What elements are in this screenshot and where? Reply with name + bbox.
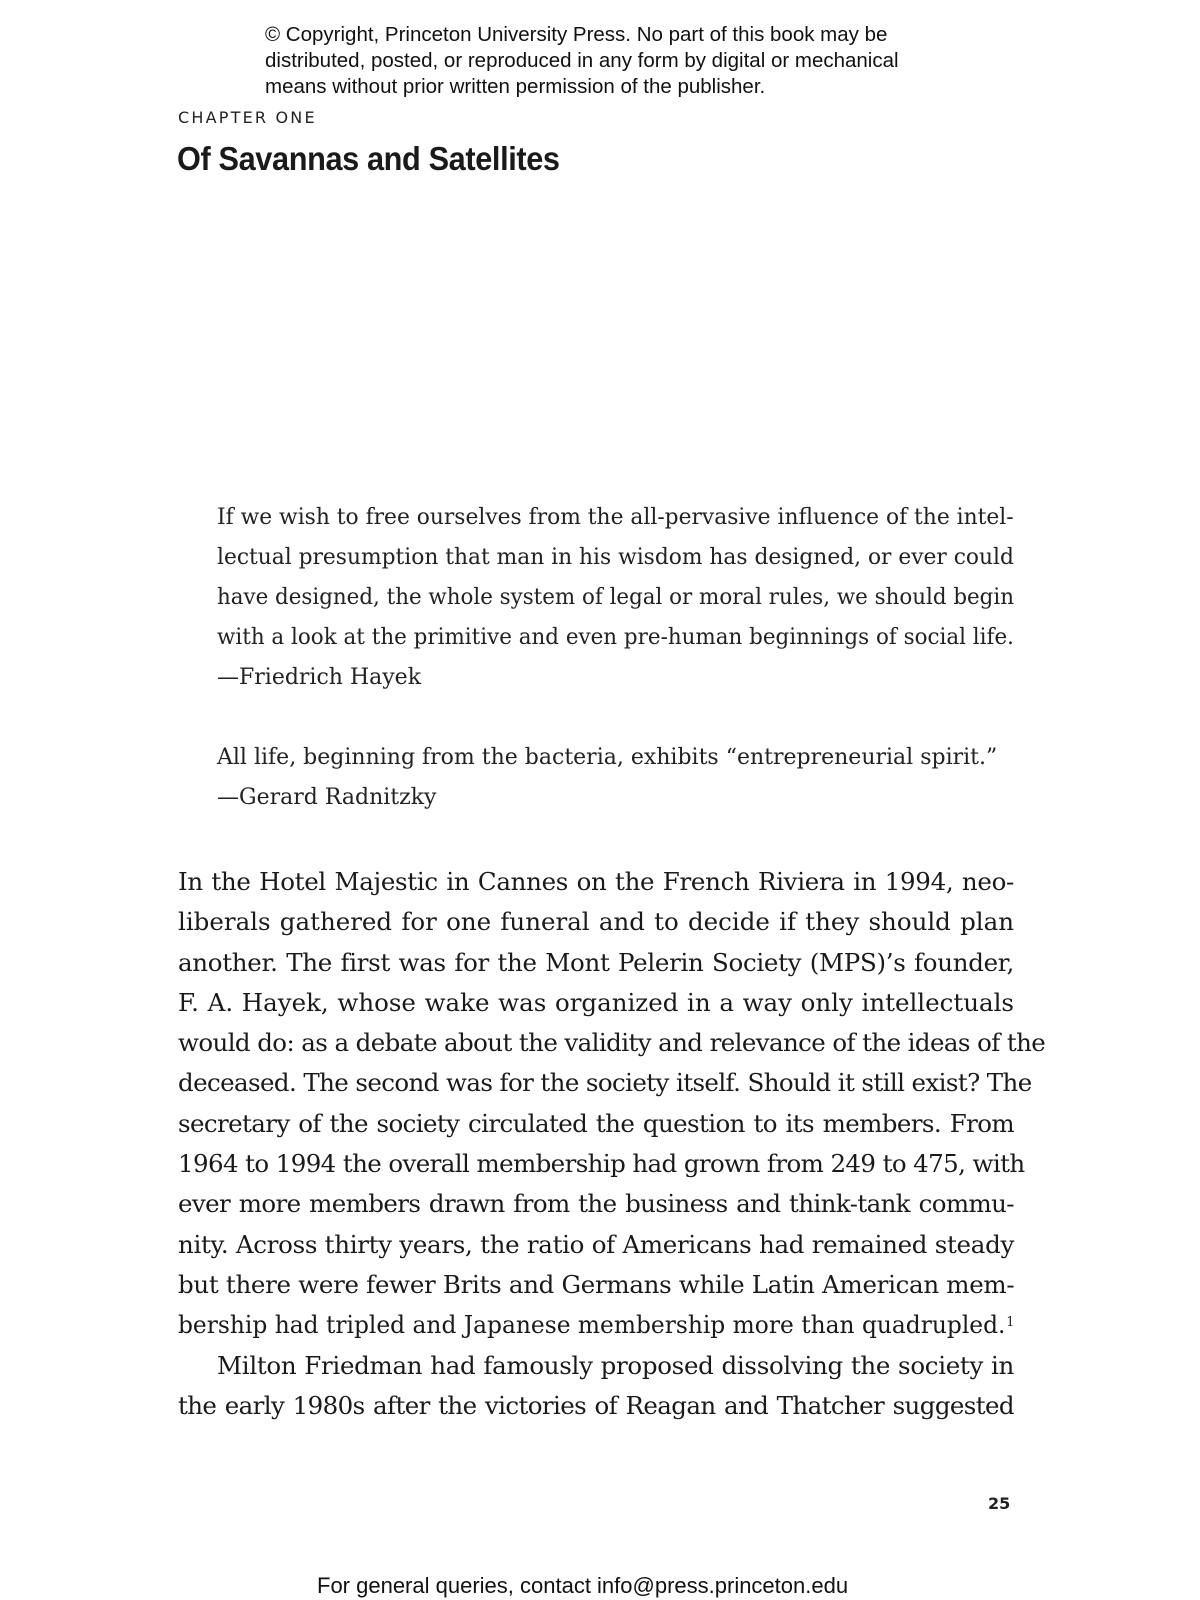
- epigraph-hayek: [217, 498, 1014, 698]
- body-text: [178, 862, 1046, 1426]
- body-line: nity. Across thirty years, the ratio of Americans had remained steady: [178, 1229, 1014, 1259]
- body-line: Milton Friedman had famously proposed dissolving the society in: [217, 1350, 1014, 1380]
- last-line-content: [178, 1305, 1014, 1345]
- chapter-title: Of Savannas and Satellites: [177, 140, 560, 177]
- body-line: the early 1980s after the victories of Reagan and Thatcher suggested: [178, 1390, 1014, 1420]
- copyright-line: distributed, posted, or reproduced in any form by digital or mechanical: [265, 49, 899, 72]
- footer-contact: For general queries, contact info@press.princeton.edu: [317, 1573, 849, 1598]
- body-line: would do: as a debate about the validity and relevance of the ideas of the: [178, 1028, 1046, 1058]
- body-line: 1964 to 1994 the overall membership had grown from 249 to 475, with: [178, 1149, 1025, 1179]
- epigraph-attribution: —Friedrich Hayek: [217, 665, 422, 690]
- body-line: secretary of the society circulated the question to its members. From: [178, 1108, 1014, 1138]
- body-line: another. The first was for the Mont Pelerin Society (MPS)’s founder,: [178, 947, 1014, 977]
- copyright-line: means without prior written permission of the publisher.: [265, 75, 766, 98]
- epigraph-line: lectual presumption that man in his wisdom has designed, or ever could: [217, 545, 1014, 570]
- epigraph-radnitzky: [217, 738, 1014, 818]
- copyright-line: © Copyright, Princeton University Press. No part of this book may be: [265, 23, 888, 46]
- epigraph-attribution: —Gerard Radnitzky: [217, 785, 437, 810]
- page-number: 25: [988, 1494, 1011, 1513]
- footnote-marker[interactable]: 1: [1006, 1315, 1015, 1331]
- chapter-label: CHAPTER ONE: [178, 108, 317, 127]
- copyright-notice: [265, 22, 985, 100]
- body-line: but there were fewer Brits and Germans while Latin American mem-: [178, 1269, 1015, 1299]
- body-line: In the Hotel Majestic in Cannes on the French Riviera in 1994, neo-: [178, 867, 1014, 896]
- body-line: F. A. Hayek, whose wake was organized in a way only intellectuals: [178, 987, 1014, 1017]
- body-line-last: [178, 1305, 1014, 1345]
- epigraph-line: have designed, the whole system of legal or moral rules, we should begin: [217, 585, 1014, 610]
- body-line: deceased. The second was for the society itself. Should it still exist? The: [178, 1068, 1032, 1098]
- epigraph-line: All life, beginning from the bacteria, exhibits “entrepreneurial spirit.”: [217, 745, 998, 770]
- body-line: bership had tripled and Japanese membership more than quadrupled.: [178, 1310, 1006, 1340]
- epigraph-line: If we wish to free ourselves from the all-pervasive influence of the intel-: [217, 505, 1014, 530]
- body-line: ever more members drawn from the business and think-tank commu-: [178, 1189, 1014, 1219]
- epigraph-line: with a look at the primitive and even pre-human beginnings of social life.: [217, 625, 1014, 650]
- body-line: liberals gathered for one funeral and to decide if they should plan: [178, 907, 1014, 937]
